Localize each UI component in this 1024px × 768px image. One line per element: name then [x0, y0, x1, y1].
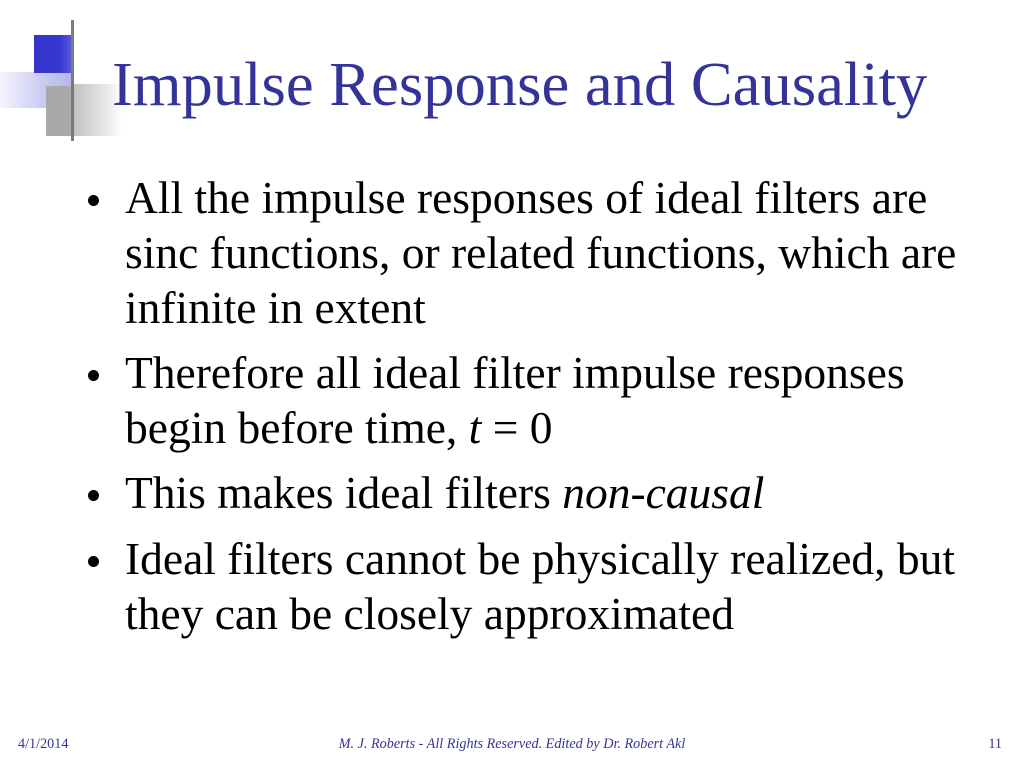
bullet-text: Ideal filters cannot be physically realized, but they can be closely approximated: [125, 532, 956, 639]
footer-page-number: 11: [988, 736, 1002, 752]
bullet-text: All the impulse responses of ideal filters are sinc functions, or related functions, which are infinite in extent: [125, 172, 957, 333]
decorative-gray-block: [46, 86, 72, 136]
decorative-vertical-line: [71, 20, 74, 141]
slide-title: Impulse Response and Causality: [112, 48, 928, 119]
bullet-item: [125, 466, 983, 521]
bullet-text: This makes ideal filters: [125, 467, 563, 519]
bullet-item: [125, 171, 983, 335]
bullet-icon: [88, 195, 99, 206]
bullet-text-italic-term: non-causal: [562, 467, 765, 519]
footer-credit: M. J. Roberts - All Rights Reserved. Edited by Dr. Robert Akl: [338, 736, 686, 752]
decorative-blue-square: [34, 35, 72, 73]
bullet-text: = 0: [481, 401, 553, 453]
template-decoration: [0, 0, 130, 145]
bullet-icon: [88, 556, 99, 567]
bullet-list: [125, 171, 983, 641]
bullet-text-italic-variable: t: [468, 401, 482, 453]
footer-date: 4/1/2014: [18, 736, 69, 752]
bullet-icon: [88, 490, 99, 501]
bullet-text: Therefore all ideal filter impulse responses begin before time,: [125, 347, 905, 453]
bullet-item: [125, 532, 983, 641]
bullet-icon: [88, 370, 99, 381]
bullet-item: [125, 346, 983, 455]
